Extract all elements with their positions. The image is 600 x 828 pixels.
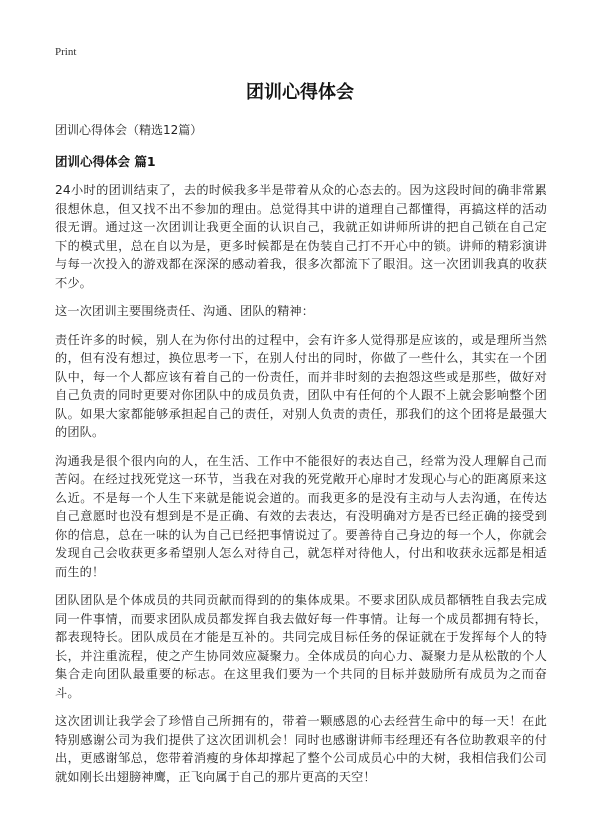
paragraph: 这一次团训主要围绕责任、沟通、团队的精神： [55, 304, 315, 318]
paragraph: 这次团训让我学会了珍惜自己所拥有的，带着一颗感恩的心去经营生命中的每一天！在此特别感谢公司为我们提供了这次团训机会！同时也感谢讲师韦经理还有各位助教艰辛的付出，更感谢邹总，您带着消瘦的身体却撑起了整个公司成员心中的大树，我相信我们公司就如刚长出翅膀神鹰，正飞向属于自己的那片更高的天空！ [55, 714, 547, 784]
document-subtitle: 团训心得体会（精选12篇） [55, 123, 203, 137]
paragraph: 24小时的团训结束了，去的时候我多半是带着从众的心态去的。因为这段时间的确非常累很想休息，但又找不出不参加的理由。总觉得其中讲的道理自己都懂得，再搞这样的活动很无谓。通过这一次团训让我更全面的认识自己，我就正如讲师所讲的把自己锁在自己定下的模式里，总在自以为是，更多时候都是在伪装自己打不开心中的锁。讲师的精彩演讲与每一次投入的游戏都在深深的感动着我，很多次都流下了眼泪。这一次团训我真的收获不少。 [55, 183, 547, 290]
article-body [55, 181, 547, 796]
section-heading: 团训心得体会 篇1 [55, 154, 156, 169]
paragraph: 团队团队是个体成员的共同贡献而得到的的集体成果。不要求团队成员都牺牲自我去完成同一件事情，而要求团队成员都发挥自我去做好每一件事情。让每一个成员都拥有特长，都表现特长。团队成员在才能是互补的。共同完成目标任务的保证就在于发挥每个人的特长，并注重流程，使之产生协同效应凝聚力。全体成员的向心力、凝聚力是从松散的个人集合走向团队最重要的标志。在这里我们要为一个共同的目标并鼓励所有成员为之而奋斗。 [55, 593, 547, 700]
page-title: 团训心得体会 [246, 82, 354, 103]
print-link[interactable]: Print [55, 46, 77, 58]
paragraph: 沟通我是很个很内向的人，在生活、工作中不能很好的表达自己，经常为没人理解自己而苦闷。在经过找死党这一环节，当我在对我的死党敞开心扉时才发现心与心的距离原来这么近。不是每一个人生下来就是能说会道的。而我更多的是没有主动与人去沟通，在传达自己意愿时也没有想到是不是正确、有效的去表达，有没明确对方是否已经正确的接受到你的信息，总在一味的认为自己已经把事情说过了。要善待自己身边的每一个人，你就会发现自己会收获更多希望别人怎么对待自己，就怎样对待他人，付出和收获永远都是相适而生的！ [55, 453, 547, 579]
paragraph: 责任许多的时候，别人在为你付出的过程中，会有许多人觉得那是应该的，或是理所当然的，但有没有想过，换位思考一下，在别人付出的同时，你做了一些什么，其实在一个团队中，每一个人都应该有着自己的一份责任，而并非时刻的去抱怨这些或是那些，做好对自己负责的同时更要对你团队中的成员负责，团队中有任何的个人跟不上就会影响整个团队。如果大家都能够承担起自己的责任，对别人负责的责任，那我们的这个团将是最强大的团队。 [55, 332, 547, 439]
